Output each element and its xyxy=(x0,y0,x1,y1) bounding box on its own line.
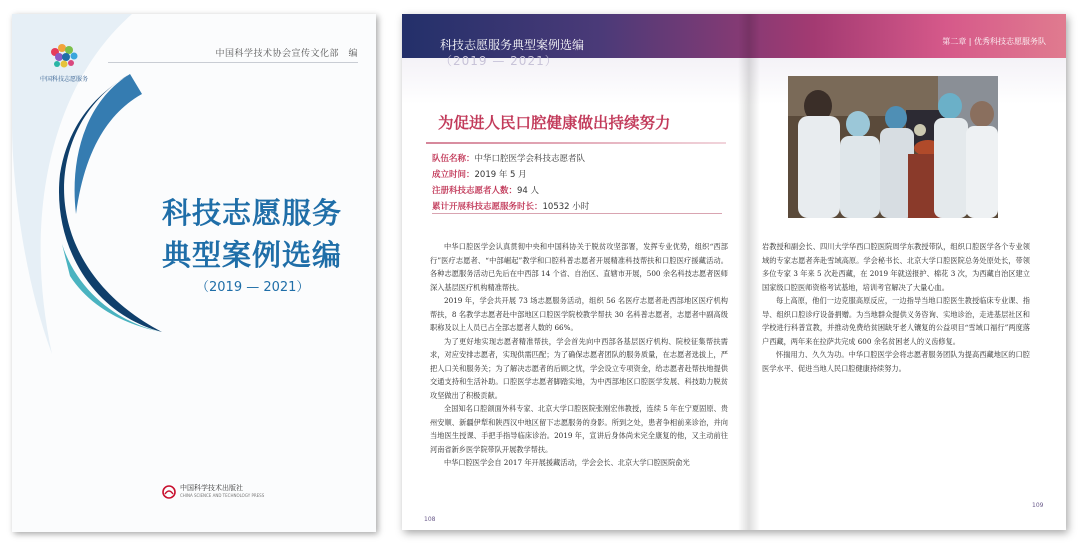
cover-title-line-1: 科技志愿服务 xyxy=(162,196,343,230)
team-info-divider xyxy=(432,213,722,214)
open-book-spread xyxy=(402,14,1066,530)
article-title: 为促进人民口腔健康做出持续努力 xyxy=(438,114,671,132)
volunteer-logo-icon xyxy=(47,42,81,72)
volunteer-dentists-photo xyxy=(788,76,998,218)
series-title: 科技志愿服务典型案例选编 xyxy=(440,38,585,52)
body-paragraph: 全国知名口腔颌面外科专家、北京大学口腔医院张刚宏伟教授，连续 5 年在宁夏固原、贵州安顺、新疆伊犁和陕西汉中地区留下志愿服务的身影。所到之处，患者争相前来诊治，并向当地医生授课、手把手指导临床诊治。2019 年，宣讲后身体尚未完全康复的他，又主动前往河南省新乡医学院带队开展教学帮扶。 xyxy=(430,404,728,454)
cover-title-line-2: 典型案例选编 xyxy=(162,238,343,272)
cover-divider xyxy=(108,62,358,63)
page-number-right: 109 xyxy=(1032,502,1044,509)
body-paragraph: 为了更好地实现志愿者精准帮扶，学会首先向中西部各基层医疗机构、院校征集帮扶需求，对应安排志愿者，实现供需匹配；为了确保志愿者团队的服务质量，在志愿者选拔上，严把人口关和服务关；为了解决志愿者的后顾之忧，学会设立专项资金，给志愿者赴帮扶地提供交通支持和生活补助。口腔医学志愿者脚踏实地，为中西部地区口腔医学发展、科技助力脱贫攻坚做出了积极贡献。 xyxy=(430,336,728,400)
title-underline xyxy=(426,142,726,144)
team-info-row: 累计开展科技志愿服务时长：10532 小时 xyxy=(432,202,590,212)
cover-editor-credit: 中国科学技术协会宣传文化部 编 xyxy=(215,49,358,59)
cover-publisher xyxy=(162,484,264,500)
page-number-left: 108 xyxy=(424,516,436,523)
body-paragraph: 中华口腔医学会自 2017 年开展援藏活动，学会会长、北京大学口腔医院俞光 xyxy=(444,458,690,467)
chapter-label: 第二章 | 优秀科技志愿服务队 xyxy=(942,37,1046,46)
team-info-row: 成立时间：2019 年 5 月 xyxy=(432,170,527,180)
body-paragraph: 2019 年，学会共开展 73 场志愿服务活动，组织 56 名医疗志愿者赴西部地区医疗机构帮扶，8 名教学志愿者赴中部地区口腔医学院校教学帮扶 30 名科普志愿者，志愿者中副高级职称及以上人员已占全部志愿者人数的 66%。 xyxy=(430,296,728,332)
team-info xyxy=(432,151,722,215)
body-paragraph: 每上高原，他们一边克服高原反应，一边指导当地口腔医生教授临床专业课、指导、组织口腔诊疗设备捐赠。为当地群众提供义务咨询、实地诊治，走进基层社区和学校进行科普宣教，并推动免费给贫困缺牙老人镶复的公益项目“雪域口福行”两度落户西藏，两年来在拉萨共完成 600 余名贫困老人的义齿修复。 xyxy=(762,296,1030,346)
book-gutter xyxy=(738,14,760,530)
series-years: （2019 — 2021） xyxy=(440,54,558,68)
body-paragraph: 怀揣用力、久久为功。中华口腔医学会将志愿者服务团队为提高西藏地区的口腔医学水平、促进当地人民口腔健康持续努力。 xyxy=(762,350,1030,373)
dental-clinic-photo-image xyxy=(788,76,998,218)
cover-logo-text: 中国科技志愿服务 xyxy=(39,76,88,83)
cover-logo xyxy=(34,42,94,83)
body-paragraph: 中华口腔医学会认真贯彻中央和中国科协关于脱贫攻坚部署，发挥专业优势，组织“西部行”医疗志愿者、“中部崛起”教学和口腔科普志愿者开展精准科技帮扶和口腔医疗援藏活动。各种志愿服务活动已先后在中西部 14 个省、自治区、直辖市开展，500 余名科技志愿者医师深入基层医疗机构精准帮扶。 xyxy=(430,242,728,292)
publisher-logo-icon xyxy=(162,485,176,499)
body-paragraph: 岩教授和副会长、四川大学华西口腔医院周学东教授带队，组织口腔医学各个专业领域的专家志愿者奔赴雪域高原。学会秘书长、北京大学口腔医院总务处原处长，带领多位专家 3 年来 5 次赴西藏，在 2019 年就送报护、棉花 3 次，为西藏自治区建立国家级口腔医师资格考试基地，培训考官解决了大量心血。 xyxy=(762,242,1030,292)
team-info-row: 队伍名称：中华口腔医学会科技志愿者队 xyxy=(432,154,586,164)
right-page-body xyxy=(762,240,1030,375)
cover-years: （2019 — 2021） xyxy=(196,280,310,295)
team-info-row: 注册科技志愿者人数：94 人 xyxy=(432,186,540,196)
publisher-name: 中国科学技术出版社 xyxy=(180,484,243,492)
publisher-name-en: CHINA SCIENCE AND TECHNOLOGY PRESS xyxy=(180,493,265,498)
left-page-body xyxy=(430,240,728,470)
book-cover xyxy=(12,14,376,532)
cover-title xyxy=(162,192,372,276)
